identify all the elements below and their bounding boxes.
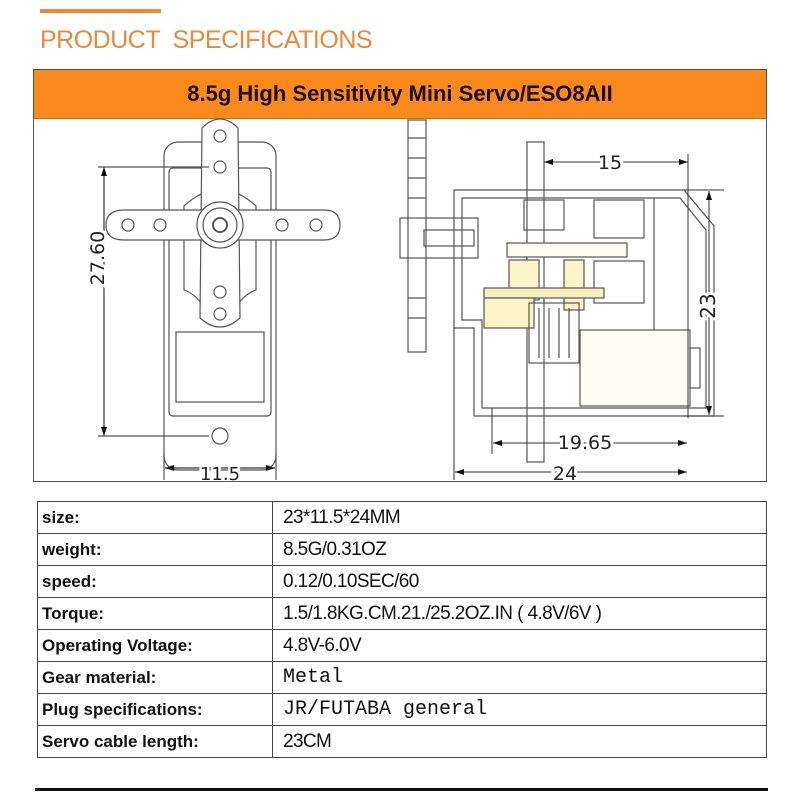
spec-row-plug bbox=[38, 694, 767, 726]
technical-drawing bbox=[34, 118, 765, 481]
accent-bar bbox=[40, 9, 161, 13]
side-overall-length-dimension: 24 bbox=[552, 463, 578, 481]
front-view bbox=[98, 119, 340, 480]
spec-row-weight bbox=[38, 534, 767, 566]
spec-row-cable-length bbox=[38, 726, 767, 758]
spec-label: Operating Voltage: bbox=[38, 630, 273, 662]
spec-value: 23*11.5*24MM bbox=[273, 502, 767, 534]
spec-table bbox=[37, 501, 767, 758]
side-height-dimension: 23 bbox=[696, 293, 720, 319]
side-top-dimension: 15 bbox=[597, 152, 623, 174]
product-banner bbox=[34, 70, 766, 119]
spec-row-voltage bbox=[38, 630, 767, 662]
drawing-frame bbox=[33, 69, 767, 482]
section-title: PRODUCT SPECIFICATIONS bbox=[40, 26, 373, 54]
spec-label: Gear material: bbox=[38, 662, 273, 694]
spec-value: 0.12/0.10SEC/60 bbox=[273, 566, 767, 598]
spec-value: 8.5G/0.31OZ bbox=[273, 534, 767, 566]
spec-label: speed: bbox=[38, 566, 273, 598]
spec-value: JR/FUTABA general bbox=[273, 694, 767, 726]
front-height-dimension: 27.60 bbox=[87, 230, 109, 286]
spec-label: weight: bbox=[38, 534, 273, 566]
front-width-dimension: 11.5 bbox=[199, 464, 241, 481]
spec-value: Metal bbox=[273, 662, 767, 694]
spec-row-speed bbox=[38, 566, 767, 598]
spec-row-torque bbox=[38, 598, 767, 630]
spec-label: size: bbox=[38, 502, 273, 534]
spec-label: Torque: bbox=[38, 598, 273, 630]
spec-value: 1.5/1.8KG.CM.21./25.2OZ.IN ( 4.8V/6V ) bbox=[273, 598, 767, 630]
product-title: 8.5g High Sensitivity Mini Servo/ESO8AII bbox=[187, 81, 613, 106]
spec-label: Plug specifications: bbox=[38, 694, 273, 726]
bottom-divider bbox=[35, 788, 768, 791]
spec-value: 23CM bbox=[273, 726, 767, 758]
spec-row-size bbox=[38, 502, 767, 534]
spec-row-gear-material bbox=[38, 662, 767, 694]
side-view bbox=[400, 120, 714, 462]
side-body-length-dimension: 19.65 bbox=[557, 432, 613, 454]
spec-label: Servo cable length: bbox=[38, 726, 273, 758]
spec-value: 4.8V-6.0V bbox=[273, 630, 767, 662]
